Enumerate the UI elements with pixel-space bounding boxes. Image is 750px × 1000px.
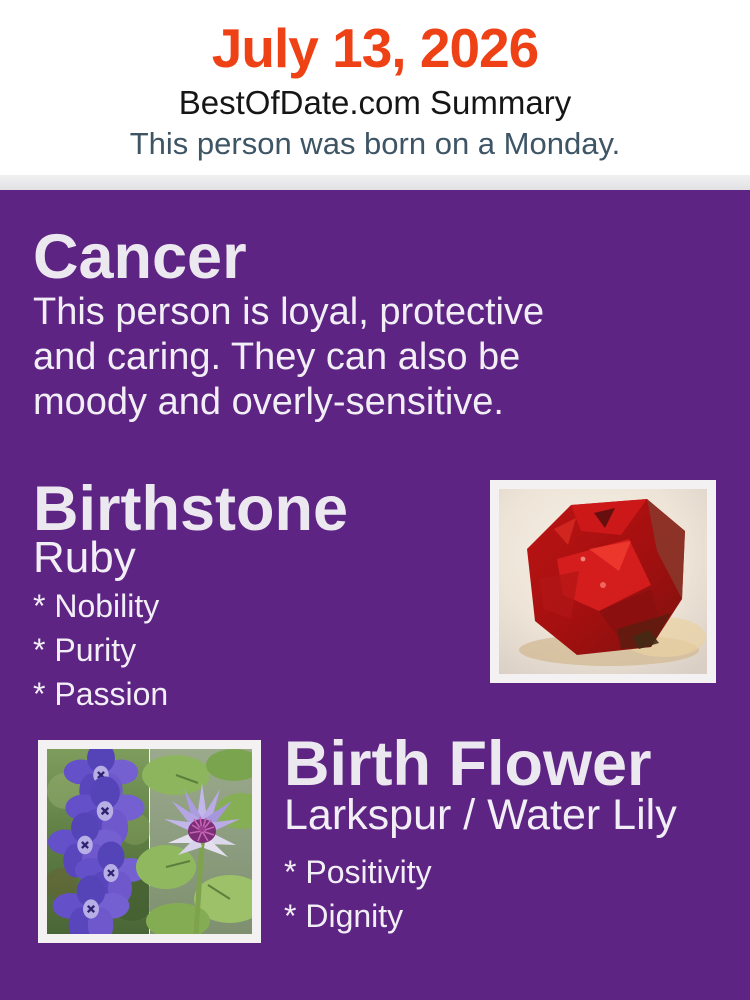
birth-flower-trait: * Dignity — [284, 898, 404, 934]
birthstone-photo — [490, 480, 716, 683]
birthstone-heading: Birthstone — [33, 474, 348, 544]
water-lily-photo — [136, 749, 252, 934]
page-title-date: July 13, 2026 — [211, 17, 539, 79]
header-divider — [0, 175, 750, 190]
birthstone-trait: * Nobility — [33, 588, 160, 624]
birthstone-trait: * Purity — [33, 632, 137, 668]
gem-sparkle — [581, 557, 586, 562]
ruby-photo-illustration — [499, 489, 707, 674]
zodiac-description — [33, 290, 544, 425]
zodiac-description-line: This person is loyal, protective — [33, 291, 545, 333]
gem-sparkle — [600, 582, 606, 588]
flowers-photo-illustration — [47, 749, 252, 934]
birth-flower-name: Larkspur / Water Lily — [284, 791, 677, 839]
zodiac-sign-heading: Cancer — [33, 222, 247, 292]
birth-flower-photo — [38, 740, 261, 943]
birth-flower-trait: * Positivity — [284, 854, 432, 890]
weekday-note: This person was born on a Monday. — [129, 126, 621, 161]
birthstone-trait-list — [33, 584, 168, 716]
larkspur-photo — [47, 749, 154, 934]
zodiac-description-line: and caring. They can also be — [33, 336, 521, 378]
site-summary-label: BestOfDate.com Summary — [178, 84, 572, 121]
birth-flower-heading: Birth Flower — [284, 729, 652, 799]
birthstone-trait: * Passion — [33, 676, 169, 712]
birthstone-name: Ruby — [33, 533, 136, 582]
zodiac-description-line: moody and overly-sensitive. — [33, 381, 504, 423]
birth-flower-trait-list — [284, 850, 432, 938]
summary-panel — [0, 190, 750, 1000]
